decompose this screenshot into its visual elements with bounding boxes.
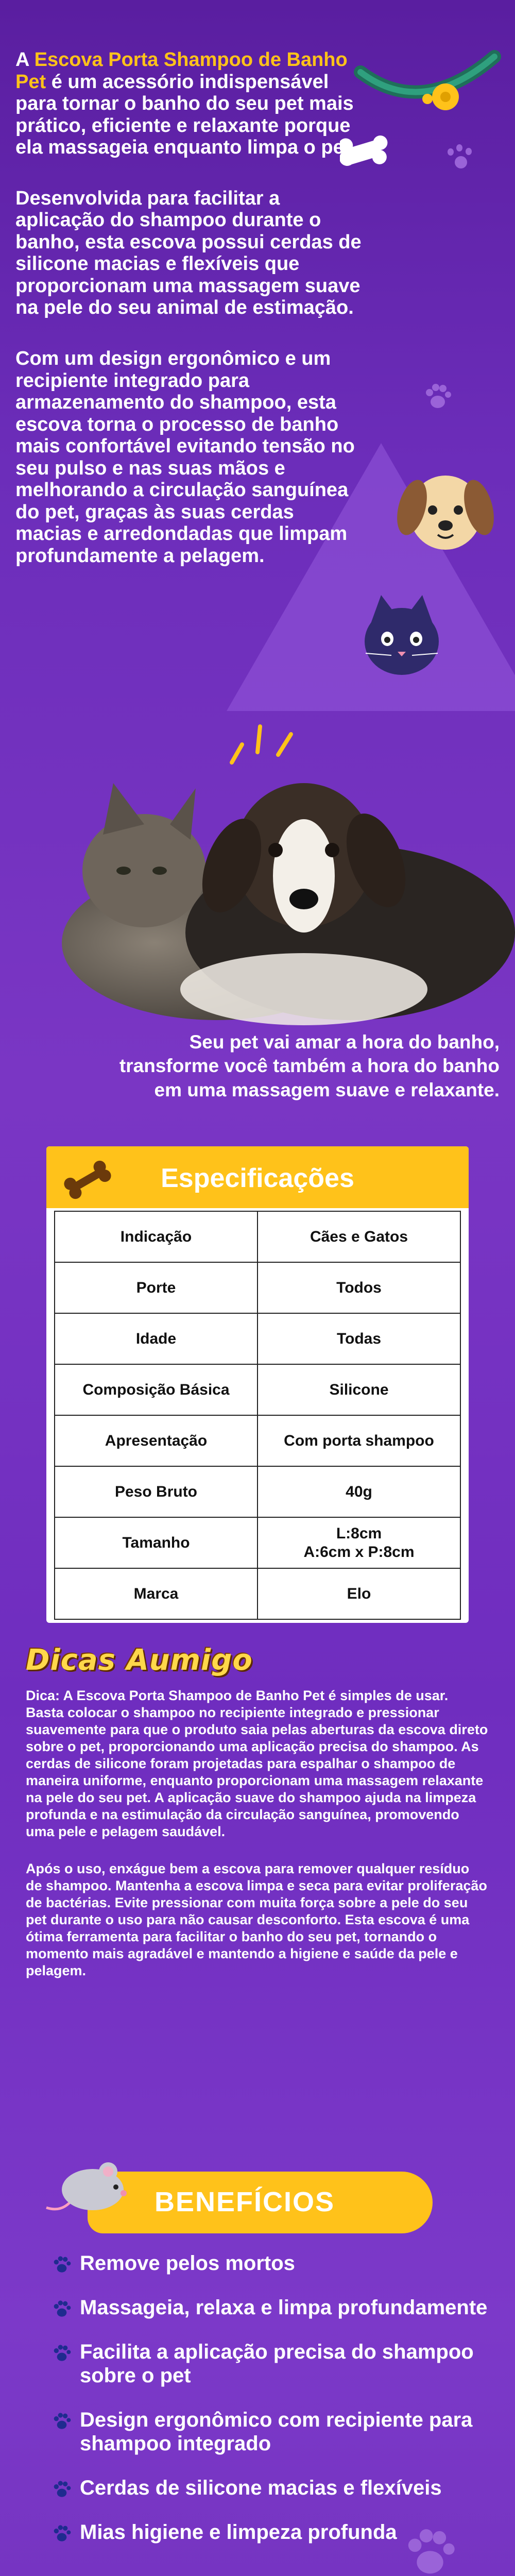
beneficios-list: [52, 2251, 494, 2565]
cartoon-dog-icon: [397, 453, 494, 562]
paw-icon: [52, 2299, 72, 2319]
spec-value: Elo: [258, 1568, 460, 1619]
paw-icon: [52, 2479, 72, 2500]
spec-value-line: A:6cm x P:8cm: [303, 1543, 415, 1561]
table-row: [55, 1415, 460, 1466]
spec-label: Porte: [55, 1262, 258, 1313]
toy-mouse-icon: [41, 2156, 129, 2218]
cartoon-cat-icon: [355, 592, 448, 680]
beneficio-text: Massageia, relaxa e limpa profundamente: [80, 2296, 488, 2319]
beneficio-text: Cerdas de silicone macias e flexíveis: [80, 2477, 442, 2499]
beneficio-text: Facilita a aplicação precisa do shampoo sobre o pet: [80, 2341, 474, 2387]
table-row: [55, 1466, 460, 1517]
spec-value-line: L:8cm: [336, 1524, 382, 1542]
spec-value: [258, 1517, 460, 1568]
table-row: [55, 1517, 460, 1568]
dicas-paragraph-2: Após o uso, enxágue bem a escova para remover qualquer resíduo de shampoo. Mantenha a escova limpa e seca para evitar proliferação de bactérias. Evite pressionar com muita força sobre a pele do seu pet durante o uso para não causar desconforto. Esta escova é uma ótima ferramenta para facilitar o banho do seu pet, tornando o momento mais agradável e mantendo a higiene e saúde da pele e pelagem.: [26, 1861, 487, 1979]
table-row: [55, 1262, 460, 1313]
table-row: [55, 1568, 460, 1619]
intro-text: [15, 49, 366, 596]
spec-label: Composição Básica: [55, 1364, 258, 1415]
beneficio-text: Design ergonômico com recipiente para shampoo integrado: [80, 2409, 473, 2455]
spec-value: Silicone: [258, 1364, 460, 1415]
spec-label: Idade: [55, 1313, 258, 1364]
intro-paragraph-3: Com um design ergonômico e um recipiente integrado para armazenamento do shampoo, esta escova torna o processo de banho mais confortável evitando tensão no seu pulso e nas suas mãos e melhorando a circulação sanguínea do pet, graças às suas cerdas macias e arredondadas que limpam profundamente a pelagem.: [15, 348, 355, 567]
spec-label: Marca: [55, 1568, 258, 1619]
specifications-card: [46, 1146, 469, 1623]
tagline: Seu pet vai amar a hora do banho, transforme você também a hora do banho em uma massagem suave e relaxante.: [119, 1031, 500, 1100]
dicas-title: Dicas Aumigo: [26, 1643, 253, 1677]
paw-icon: [52, 2255, 72, 2275]
spec-label: Tamanho: [55, 1517, 258, 1568]
paw-icon: [422, 381, 453, 412]
table-row: [55, 1364, 460, 1415]
paw-icon: [52, 2411, 72, 2432]
spec-label: Apresentação: [55, 1415, 258, 1466]
spec-label: Peso Bruto: [55, 1466, 258, 1517]
table-row: [55, 1211, 460, 1262]
specifications-table: [54, 1211, 461, 1620]
table-row: [55, 1313, 460, 1364]
list-item: [52, 2408, 494, 2455]
spec-value: 40g: [258, 1466, 460, 1517]
beneficios-banner: [88, 2172, 433, 2233]
intro-section: [0, 0, 515, 721]
dicas-paragraph-1: Dica: A Escova Porta Shampoo de Banho Pet é simples de usar. Basta colocar o shampoo no recipiente integrado e pressionar suavemente para que o produto saia pelas aberturas da escova direto sobre o pet, proporcionando uma aplicação precisa do shampoo. As cerdas de silicone foram projetadas para espalhar o shampoo de maneira uniforme, enquanto proporcionam uma massagem relaxante na pele do seu pet. A aplicação suave do shampoo ajuda na limpeza profunda e na estimulação da circulação sanguínea, promovendo uma pele e pelagem saudável.: [26, 1688, 488, 1839]
spec-value: Todos: [258, 1262, 460, 1313]
intro-paragraph-1: [15, 49, 366, 159]
product-name-highlight: Escova Porta Shampoo de Banho Pet: [15, 49, 348, 93]
intro-p1-pre: A: [15, 49, 35, 71]
beneficio-text: Mias higiene e limpeza profunda: [80, 2521, 397, 2544]
dog-and-cat-photo: [62, 747, 515, 1025]
intro-p1-post: é um acessório indispensável para tornar o banho do seu pet mais prático, eficiente e relaxante porque ela massageia enquanto limpa o pet.: [15, 71, 356, 159]
paw-icon: [52, 2523, 72, 2544]
beneficio-text: Remove pelos mortos: [80, 2252, 295, 2275]
list-item: [52, 2251, 494, 2275]
beneficios-title: BENEFÍCIOS: [154, 2187, 335, 2217]
dicas-text: [26, 1687, 489, 2000]
paw-icon: [52, 2343, 72, 2364]
spec-value: Cães e Gatos: [258, 1211, 460, 1262]
list-item: [52, 2476, 494, 2500]
specifications-header: [46, 1146, 469, 1208]
specifications-title: Especificações: [161, 1163, 354, 1193]
spec-label: Indicação: [55, 1211, 258, 1262]
intro-paragraph-2: Desenvolvida para facilitar a aplicação do shampoo durante o banho, esta escova possui cerdas de silicone macias e flexíveis que proporcionam uma massagem suave na pele do seu animal de estimação.: [15, 187, 362, 319]
paw-icon: [402, 2524, 458, 2576]
list-item: [52, 2340, 494, 2387]
spec-value: Todas: [258, 1313, 460, 1364]
list-item: [52, 2296, 494, 2319]
spec-value: Com porta shampoo: [258, 1415, 460, 1466]
